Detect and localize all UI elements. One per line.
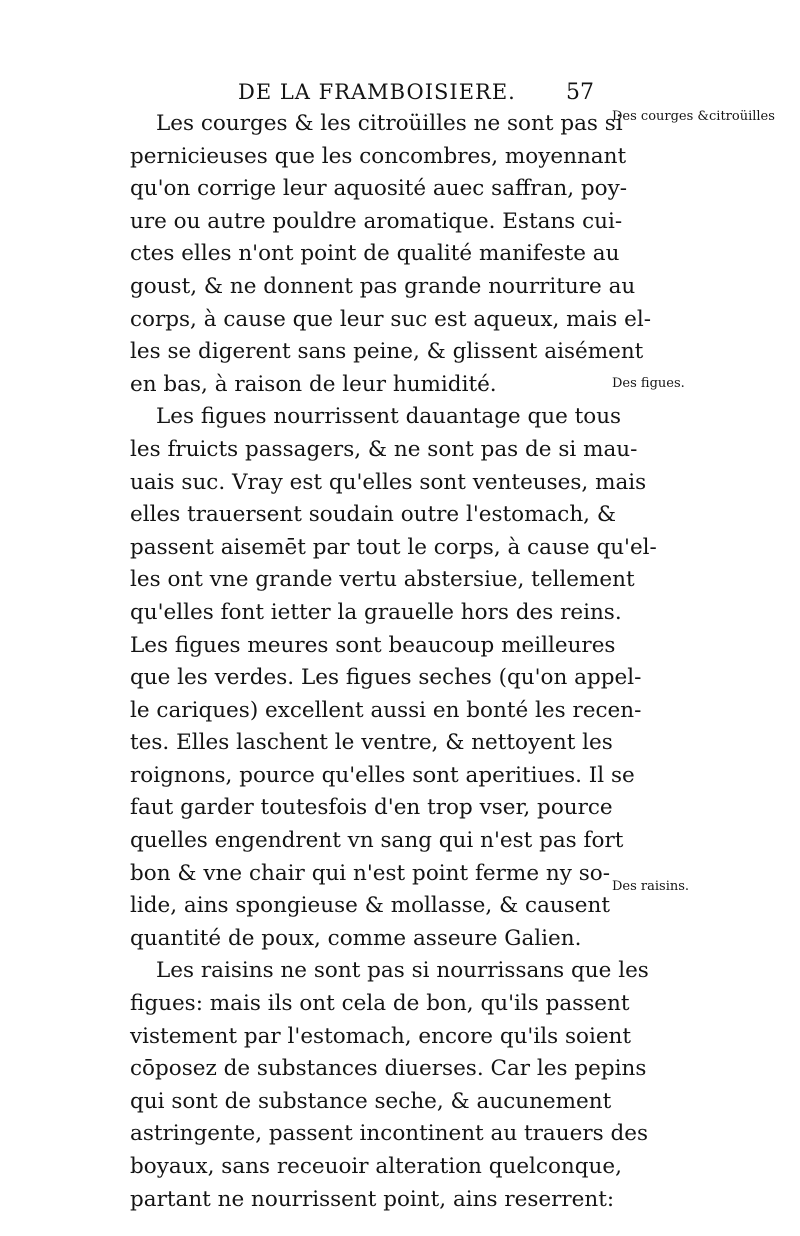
text-line: ure ou autre pouldre aromatique. Estans cui- (130, 208, 623, 234)
text-line: les fruicts passagers, & ne sont pas de si mau- (130, 436, 638, 462)
text-line: quelles engendrent vn sang qui n'est pas fort (130, 828, 624, 854)
text-line: quantité de poux, comme asseure Galien. (130, 925, 582, 951)
text-line: figues: mais ils ont cela de bon, qu'ils passent (130, 991, 630, 1017)
text-line: goust, & ne donnent pas grande nourriture au (130, 273, 636, 299)
text-line: boyaux, sans receuoir alteration quelconque, (130, 1154, 622, 1179)
text-line: les se digerent sans peine, & glissent aisément (130, 339, 644, 365)
text-line: les ont vne grande vertu abstersiue, tellement (130, 567, 635, 593)
text-line: qu'on corrige leur aquosité auec saffran, poy- (130, 176, 628, 202)
text-line: Les courges & les citroüilles ne sont pas si (156, 111, 623, 136)
text-line: Les figues nourrissent dauantage que tous (156, 404, 622, 430)
margin-note-figues: Des figues. (612, 376, 685, 391)
text-line: bon & vne chair qui n'est point ferme ny so- (130, 860, 610, 886)
text-line: qui sont de substance seche, & aucunement (130, 1088, 612, 1114)
text-line: passent aisemēt par tout le corps, à cause qu'el- (130, 534, 657, 560)
text-line: ctes elles n'ont point de qualité manifeste au (130, 241, 620, 267)
text-line: faut garder toutesfois d'en trop vser, pource (130, 795, 613, 821)
text-line: le cariques) excellent aussi en bonté les recen- (130, 697, 642, 723)
text-line: uais suc. Vray est qu'elles sont venteuses, mais (130, 469, 647, 495)
text-line: cōposez de substances diuerses. Car les pepins (130, 1056, 647, 1082)
text-line: vistement par l'estomach, encore qu'ils soient (130, 1023, 632, 1049)
margin-note-raisins: Des raisins. (612, 879, 690, 894)
text-line: roignons, pource qu'elles sont aperitiues. Il se (130, 762, 635, 788)
text-line: en bas, à raison de leur humidité. (130, 371, 497, 397)
text-line: elles trauersent soudain outre l'estomach, & (130, 502, 616, 528)
page-number: 57 (566, 80, 594, 105)
text-line: Les raisins ne sont pas si nourrissans que les (156, 958, 649, 984)
text-line: que les verdes. Les figues seches (qu'on appel- (130, 665, 642, 691)
text-line: tes. Elles laschent le ventre, & nettoyent les (130, 730, 613, 756)
margin-note-courges: Des courges &citroüilles (612, 109, 775, 124)
text-line: qu'elles font ietter la grauelle hors des reins. (130, 599, 622, 625)
text-line: lide, ains spongieuse & mollasse, & causent (130, 893, 610, 919)
text-line: partant ne nourrissent point, ains reserrent: (130, 1186, 615, 1212)
text-line: Les figues meures sont beaucoup meilleures (130, 632, 616, 658)
running-head: DE LA FRAMBOISIERE. (238, 80, 516, 104)
text-line: corps, à cause que leur suc est aqueux, mais el- (130, 306, 651, 332)
text-line: astringente, passent incontinent au trauers des (130, 1121, 648, 1147)
text-line: pernicieuses que les concombres, moyennant (130, 143, 627, 169)
